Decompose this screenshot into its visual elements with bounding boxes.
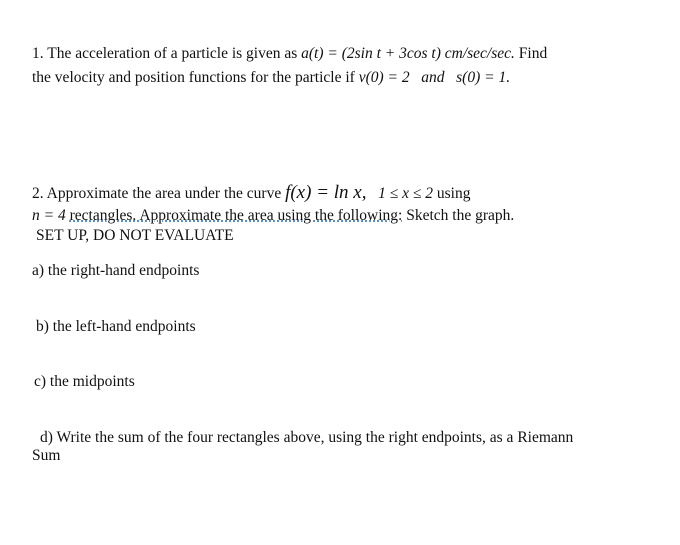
q2-n-expr: n = 4 — [32, 207, 66, 224]
q2-func-expr: f(x) = ln x, — [285, 182, 367, 203]
q1-text-a: The acceleration of a particle is given as — [47, 45, 298, 62]
q2-part-d-line1: d) Write the sum of the four rectangles above, using the right endpoints, as a Riemann — [40, 429, 574, 446]
q1-and: and — [421, 69, 445, 86]
q1-line2-text: the velocity and position functions for the particle if — [32, 69, 355, 86]
q2-text-using: using — [436, 185, 471, 202]
q1-line-2 — [32, 68, 510, 88]
q2-text-a: Approximate the area under the curve — [46, 185, 282, 202]
q1-accel-expr: a(t) = (2sin t + 3cos t) — [301, 45, 441, 62]
q1-init-s: s(0) = 1. — [456, 69, 511, 86]
q2-setup-note: SET UP, DO NOT EVALUATE — [36, 227, 234, 244]
q2-part-d-line2: Sum — [32, 447, 61, 464]
q1-init-v: v(0) = 2 — [358, 69, 410, 86]
q1-units: cm/sec/sec. — [444, 45, 515, 62]
q1-line-1 — [32, 44, 547, 64]
q2-part-b: b) the left-hand endpoints — [36, 318, 196, 335]
q2-line2-text: rectangles. Approximate the area using the following: — [69, 207, 403, 224]
q2-number: 2. — [32, 185, 44, 202]
q2-part-c: c) the midpoints — [34, 373, 135, 390]
q2-line-1 — [32, 183, 470, 204]
q2-domain-expr: 1 ≤ x ≤ 2 — [378, 185, 434, 202]
q2-part-a: a) the right-hand endpoints — [32, 262, 200, 279]
q1-number: 1. — [32, 45, 44, 62]
q1-text-b: Find — [518, 45, 548, 62]
q2-line2-text-b: Sketch the graph. — [406, 207, 515, 224]
q2-line-2 — [32, 206, 514, 226]
